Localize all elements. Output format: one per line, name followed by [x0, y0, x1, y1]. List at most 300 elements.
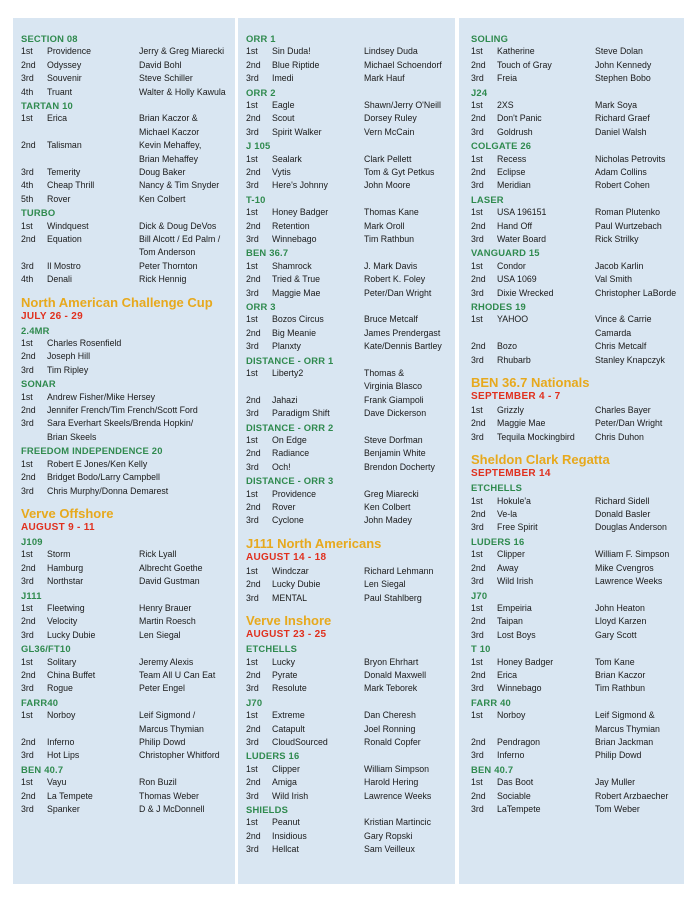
result-row	[471, 723, 678, 736]
place	[21, 723, 47, 736]
skipper: Robert Arzbaecher	[595, 790, 669, 801]
class-heading: TARTAN 10	[21, 100, 73, 112]
result-row	[21, 602, 227, 615]
boat-name: Spirit Walker	[272, 126, 322, 137]
place: 2nd	[471, 562, 486, 573]
boat-name: Katherine	[497, 46, 535, 57]
skipper: Charles Bayer	[595, 405, 651, 416]
skipper: Dave Dickerson	[364, 408, 427, 419]
result-row	[471, 327, 678, 340]
event-title: BEN 36.7 Nationals	[471, 375, 590, 391]
result-row	[246, 394, 449, 407]
place: 1st	[471, 549, 483, 560]
place: 3rd	[21, 364, 34, 375]
place: 1st	[21, 777, 33, 788]
skipper: Vince & Carrie	[595, 314, 652, 325]
class-heading: FREEDOM INDEPENDENCE 20	[21, 445, 163, 457]
result-row	[471, 656, 678, 669]
result-row	[471, 273, 678, 286]
boat-name: Taipan	[497, 616, 523, 627]
place: 1st	[21, 220, 33, 231]
result-row	[21, 790, 227, 803]
class-heading: J111	[21, 589, 42, 601]
result-row	[471, 803, 678, 816]
class-heading: T-10	[246, 193, 266, 205]
boat-name: Paradigm Shift	[272, 408, 330, 419]
skipper: Dan Cheresh	[364, 710, 416, 721]
boat-name: Souvenir	[47, 73, 82, 84]
result-row	[471, 431, 678, 444]
result-row	[21, 471, 227, 484]
class-heading: TURBO	[21, 207, 56, 219]
place: 2nd	[246, 723, 261, 734]
skipper: Philip Dowd	[139, 736, 186, 747]
result-row	[246, 233, 449, 246]
result-row	[471, 112, 678, 125]
place: 1st	[471, 777, 483, 788]
place: 3rd	[246, 515, 259, 526]
sailors: Robert E Jones/Ken Kelly	[47, 458, 148, 469]
result-row	[246, 287, 449, 300]
place: 1st	[246, 46, 258, 57]
result-row	[471, 126, 678, 139]
result-row	[471, 521, 678, 534]
result-row	[21, 112, 227, 125]
result-row	[246, 407, 449, 420]
place: 2nd	[246, 777, 261, 788]
result-row	[246, 179, 449, 192]
place: 3rd	[246, 73, 259, 84]
skipper: Paul Wurtzebach	[595, 220, 662, 231]
result-row	[471, 629, 678, 642]
boat-name: Wild Irish	[497, 576, 534, 587]
skipper: Greg Miarecki	[364, 488, 419, 499]
boat-name: USA 1069	[497, 274, 537, 285]
event-title: J111 North Americans	[246, 535, 382, 551]
result-row	[471, 562, 678, 575]
place: 3rd	[246, 844, 259, 855]
boat-name: Lucky Dubie	[272, 579, 321, 590]
boat-name: USA 196151	[497, 207, 547, 218]
place: 2nd	[21, 405, 36, 416]
place: 3rd	[471, 803, 484, 814]
boat-name: Sealark	[272, 153, 302, 164]
place: 1st	[21, 338, 33, 349]
boat-name: CloudSourced	[272, 736, 328, 747]
skipper: Adam Collins	[595, 167, 647, 178]
boat-name: Hokule'a	[497, 495, 531, 506]
results-column-3	[459, 18, 684, 884]
place: 1st	[471, 260, 483, 271]
boat-name: Vayu	[47, 777, 67, 788]
skipper: Albrecht Goethe	[139, 562, 203, 573]
result-row	[246, 565, 449, 578]
boat-name: MENTAL	[272, 592, 308, 603]
boat-name: Eagle	[272, 100, 295, 110]
boat-name: Bozos Circus	[272, 314, 324, 325]
skipper: Steve Schiller	[139, 73, 193, 84]
place: 2nd	[471, 220, 486, 231]
skipper: Tom Kane	[595, 656, 635, 667]
result-row	[246, 578, 449, 591]
result-row	[21, 220, 227, 233]
place: 3rd	[21, 683, 34, 694]
boat-name: Wild Irish	[272, 790, 309, 801]
boat-name: Lucky	[272, 656, 295, 667]
result-row	[246, 736, 449, 749]
results-column-2	[238, 18, 455, 884]
class-heading: ETCHELLS	[471, 482, 523, 494]
result-row	[21, 350, 227, 363]
result-row	[21, 260, 227, 273]
skipper: Nancy & Tim Snyder	[139, 180, 220, 191]
skipper: Tom & Gyt Petkus	[364, 167, 435, 178]
skipper: Tom Weber	[595, 803, 640, 814]
result-row	[246, 501, 449, 514]
result-row	[21, 723, 227, 736]
place: 3rd	[471, 126, 484, 137]
boat-name: Cyclone	[272, 515, 304, 526]
skipper: Brian Kaczor	[595, 669, 646, 680]
boat-name: Providence	[272, 488, 317, 499]
place: 1st	[471, 46, 483, 57]
class-heading: LUDERS 16	[246, 750, 300, 762]
result-row	[21, 193, 227, 206]
skipper: David Gustman	[139, 576, 200, 587]
boat-name: Retention	[272, 220, 310, 231]
skipper: Joel Ronning	[364, 723, 416, 734]
place: 3rd	[21, 629, 34, 640]
boat-name: Bozo	[497, 341, 518, 352]
boat-name: Rover	[47, 193, 71, 204]
skipper: Brian Mehaffey	[139, 153, 199, 164]
skipper: Donald Maxwell	[364, 669, 427, 680]
place: 1st	[246, 565, 258, 576]
boat-name: Big Meanie	[272, 327, 317, 338]
place: 3rd	[471, 750, 484, 761]
place: 2nd	[21, 616, 36, 627]
result-row	[471, 179, 678, 192]
place: 2nd	[471, 790, 486, 801]
class-heading: FARR 40	[471, 696, 511, 708]
skipper: Lawrence Weeks	[364, 790, 432, 801]
skipper: Chris Metcalf	[595, 341, 647, 352]
result-row	[471, 602, 678, 615]
skipper: Michael Schoendorf	[364, 59, 442, 70]
skipper: Camarda	[595, 327, 632, 338]
result-row	[471, 99, 678, 112]
skipper: Mark Teborek	[364, 683, 418, 694]
skipper: Mark Soya	[595, 100, 638, 110]
sailors: Chris Murphy/Donna Demarest	[47, 485, 169, 496]
skipper: John Madey	[364, 515, 412, 526]
boat-name: China Buffet	[47, 669, 96, 680]
event-date: JULY 26 - 29	[21, 310, 83, 322]
place: 3rd	[246, 592, 259, 603]
event-title: North American Challenge Cup	[21, 294, 213, 310]
result-row	[246, 830, 449, 843]
place: 1st	[471, 207, 483, 218]
boat-name: Winnebago	[272, 234, 317, 245]
result-row	[21, 615, 227, 628]
result-row	[471, 736, 678, 749]
place	[21, 246, 47, 259]
skipper: Dorsey Ruley	[364, 113, 417, 124]
skipper: Jeremy Alexis	[139, 656, 194, 667]
boat-name: Rogue	[47, 683, 73, 694]
place: 2nd	[471, 616, 486, 627]
boat-name: Away	[497, 562, 519, 573]
place: 2nd	[21, 790, 36, 801]
skipper: Ron Buzil	[139, 777, 177, 788]
result-row	[21, 682, 227, 695]
boat-name: Winnebago	[497, 683, 542, 694]
boat-name: Lost Boys	[497, 629, 536, 640]
boat-name: Meridian	[497, 180, 531, 191]
skipper: Lindsey Duda	[364, 46, 418, 57]
skipper: Len Siegal	[139, 629, 181, 640]
skipper: Thomas &	[364, 368, 405, 379]
place: 1st	[246, 260, 258, 271]
place: 2nd	[471, 59, 486, 70]
place: 2nd	[246, 167, 261, 178]
result-row	[21, 736, 227, 749]
skipper: James Prendergast	[364, 327, 441, 338]
place: 3rd	[471, 431, 484, 442]
boat-name: Cheap Thrill	[47, 180, 95, 191]
skipper: Michael Kaczor	[139, 126, 200, 137]
class-heading: BEN 40.7	[471, 763, 514, 775]
skipper: Gary Scott	[595, 629, 637, 640]
place: 2nd	[471, 274, 486, 285]
place: 2nd	[246, 579, 261, 590]
boat-name: Northstar	[47, 576, 84, 587]
place: 2nd	[246, 327, 261, 338]
place: 1st	[21, 458, 33, 469]
class-heading: J109	[21, 535, 43, 547]
result-row	[21, 548, 227, 561]
boat-name: Equation	[47, 234, 82, 245]
place: 1st	[471, 100, 483, 110]
boat-name: Tried & True	[272, 274, 321, 285]
result-row	[246, 776, 449, 789]
result-row	[246, 843, 449, 856]
place: 3rd	[246, 234, 259, 245]
place: 3rd	[246, 180, 259, 191]
boat-name: Recess	[497, 153, 527, 164]
result-row	[471, 260, 678, 273]
result-row	[471, 776, 678, 789]
skipper: Thomas Kane	[364, 207, 419, 218]
boat-name: Hand Off	[497, 220, 533, 231]
class-heading: J24	[471, 86, 488, 98]
result-row	[21, 709, 227, 722]
skipper: D & J McDonnell	[139, 803, 205, 814]
skipper: Lloyd Karzen	[595, 616, 647, 627]
result-row	[21, 233, 227, 246]
result-row	[21, 153, 227, 166]
result-row	[246, 380, 449, 393]
place: 3rd	[21, 418, 34, 429]
place: 2nd	[471, 418, 486, 429]
boat-name: Rover	[272, 502, 296, 513]
place: 1st	[471, 405, 483, 416]
result-row	[21, 166, 227, 179]
skipper: John Heaton	[595, 602, 645, 613]
place: 3rd	[246, 461, 259, 472]
sailors: Sara Everhart Skeels/Brenda Hopkin/	[47, 418, 194, 429]
skipper: Ken Colbert	[139, 193, 186, 204]
sailors: Tim Ripley	[47, 364, 89, 375]
place: 3rd	[246, 287, 259, 298]
result-row	[21, 59, 227, 72]
skipper: Kevin Mehaffey,	[139, 140, 202, 151]
boat-name: Condor	[497, 260, 526, 271]
place: 1st	[246, 314, 258, 325]
result-row	[471, 575, 678, 588]
skipper: Richard Sidell	[595, 495, 650, 506]
place: 1st	[21, 710, 33, 721]
place: 3rd	[21, 803, 34, 814]
result-row	[471, 287, 678, 300]
skipper: Paul Stahlberg	[364, 592, 422, 603]
result-row	[21, 246, 227, 259]
boat-name: Insidious	[272, 830, 307, 841]
result-row	[246, 340, 449, 353]
skipper: Brendon Docherty	[364, 461, 435, 472]
skipper: Christopher Whitford	[139, 750, 220, 761]
boat-name: Hellcat	[272, 844, 299, 855]
skipper: Doug Baker	[139, 167, 186, 178]
result-row	[21, 45, 227, 58]
skipper: Stephen Bobo	[595, 73, 651, 84]
skipper: Richard Graef	[595, 113, 650, 124]
boat-name: Honey Badger	[497, 656, 554, 667]
skipper: David Bohl	[139, 59, 182, 70]
skipper: Douglas Anderson	[595, 522, 667, 533]
boat-name: On Edge	[272, 435, 307, 446]
boat-name: Water Board	[497, 234, 547, 245]
skipper: Robert K. Foley	[364, 274, 426, 285]
place: 2nd	[246, 394, 261, 405]
skipper: Martin Roesch	[139, 616, 196, 627]
class-heading: RHODES 19	[471, 301, 526, 313]
boat-name: Ve-la	[497, 509, 518, 520]
boat-name: Velocity	[47, 616, 78, 627]
place: 3rd	[21, 167, 34, 178]
class-heading: SONAR	[21, 378, 56, 390]
place: 2nd	[471, 736, 486, 747]
sailors: Joseph Hill	[47, 351, 91, 362]
class-heading: 2.4MR	[21, 324, 50, 336]
boat-name: Il Mostro	[47, 260, 81, 271]
skipper: Henry Brauer	[139, 602, 192, 613]
boat-name: Maggie Mae	[497, 418, 546, 429]
result-row	[246, 434, 449, 447]
place: 3rd	[21, 576, 34, 587]
skipper: J. Mark Davis	[364, 260, 418, 271]
skipper: Jerry & Greg Miarecki	[139, 46, 225, 57]
skipper: Marcus Thymian	[139, 723, 204, 734]
event-date: SEPTEMBER 14	[471, 468, 551, 480]
boat-name: Clipper	[272, 763, 300, 774]
skipper: Richard Lehmann	[364, 565, 434, 576]
boat-name: Hamburg	[47, 562, 84, 573]
place	[21, 153, 47, 166]
skipper: Rick Lyall	[139, 549, 177, 560]
class-heading: J 105	[246, 140, 271, 152]
boat-name: Storm	[47, 549, 71, 560]
place: 3rd	[471, 576, 484, 587]
result-row	[471, 669, 678, 682]
place: 2nd	[21, 472, 36, 483]
boat-name: 2XS	[497, 100, 514, 110]
class-heading: LASER	[471, 193, 504, 205]
class-heading: SHIELDS	[246, 803, 289, 815]
skipper: William Simpson	[364, 763, 430, 774]
place: 1st	[246, 817, 258, 828]
result-row	[471, 495, 678, 508]
result-row	[21, 575, 227, 588]
skipper: John Moore	[364, 180, 411, 191]
result-row	[21, 562, 227, 575]
class-heading: FARR40	[21, 696, 59, 708]
place: 5th	[21, 193, 34, 204]
boat-name: Norboy	[47, 710, 76, 721]
boat-name: Norboy	[497, 710, 526, 721]
result-row	[246, 313, 449, 326]
boat-name	[272, 380, 364, 393]
skipper: Virginia Blasco	[364, 381, 423, 392]
result-row	[246, 327, 449, 340]
place: 3rd	[21, 73, 34, 84]
skipper: Walter & Holly Kawula	[139, 86, 226, 97]
place: 1st	[246, 368, 258, 379]
boat-name: Inferno	[497, 750, 525, 761]
event-title: Sheldon Clark Regatta	[471, 452, 610, 468]
results-column-1	[13, 18, 235, 884]
place: 2nd	[471, 509, 486, 520]
class-heading: COLGATE 26	[471, 140, 532, 152]
skipper: Steve Dolan	[595, 46, 643, 57]
class-heading: BEN 40.7	[21, 763, 64, 775]
place: 2nd	[246, 830, 261, 841]
skipper: Kristian Martincic	[364, 817, 431, 828]
place: 1st	[471, 314, 483, 325]
class-heading: T 10	[471, 643, 491, 655]
result-row	[246, 166, 449, 179]
class-heading: J70	[246, 696, 263, 708]
boat-name: Eclipse	[497, 167, 526, 178]
place	[471, 723, 497, 736]
place: 3rd	[246, 341, 259, 352]
result-row	[246, 220, 449, 233]
place: 2nd	[21, 736, 36, 747]
result-row	[21, 86, 227, 99]
boat-name: Denali	[47, 274, 72, 285]
result-row	[246, 45, 449, 58]
class-heading: ETCHELLS	[246, 643, 298, 655]
result-row	[21, 431, 227, 444]
boat-name: Amiga	[272, 777, 297, 788]
skipper: Peter Thornton	[139, 260, 198, 271]
skipper: Ronald Copfer	[364, 736, 421, 747]
skipper: Team All U Can Eat	[139, 669, 216, 680]
result-row	[21, 337, 227, 350]
skipper: Lawrence Weeks	[595, 576, 663, 587]
place: 3rd	[471, 629, 484, 640]
result-row	[246, 72, 449, 85]
